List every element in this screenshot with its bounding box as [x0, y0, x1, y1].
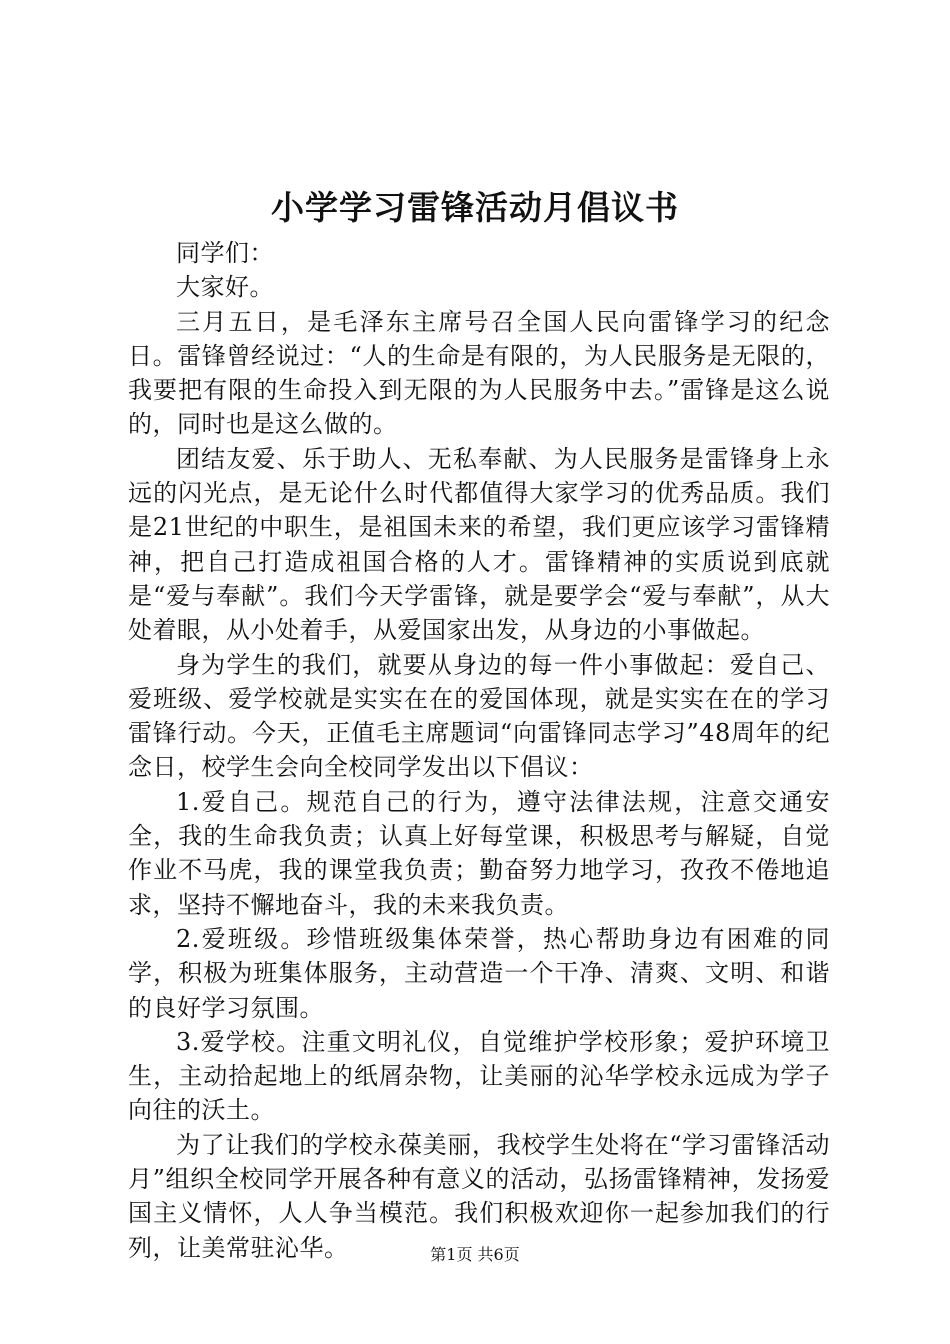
paragraph-proposal: 身为学生的我们，就要从身边的每一件小事做起：爱自己、爱班级、爱学校就是实实在在的爱国体现，就是实实在在的学习雷锋行动。今天，正值毛主席题词“向雷锋同志学习”48周年的纪念日，校学生会向全校同学发出以下倡议： [128, 650, 830, 782]
document-title: 小学学习雷锋活动月倡议书 [271, 188, 679, 227]
paragraph-spirit: 团结友爱、乐于助人、无私奉献、为人民服务是雷锋身上永远的闪光点，是无论什么时代都值得大家学习的优秀品质。我们是21世纪的中职生，是祖国未来的希望，我们更应该学习雷锋精神，把自己打造成祖国合格的人才。雷锋精神的实质说到底就是“爱与奉献”。我们今天学雷锋，就是要学会“爱与奉献”，从大处着眼，从小处着手，从爱国家出发，从身边的小事做起。 [128, 444, 830, 645]
salutation: 同学们： [176, 239, 274, 267]
paragraph-intro: 三月五日，是毛泽东主席号召全国人民向雷锋学习的纪念日。雷锋曾经说过：“人的生命是有限的，为人民服务是无限的，我要把有限的生命投入到无限的为人民服务中去。”雷锋是这么说的，同时也是这么做的。 [128, 307, 830, 439]
proposal-item-3: 3.爱学校。注重文明礼仪，自觉维护学校形象；爱护环境卫生，主动拾起地上的纸屑杂物，让美丽的沁华学校永远成为学子向往的沃土。 [128, 1027, 830, 1125]
document-body [128, 236, 830, 1265]
proposal-item-1: 1.爱自己。规范自己的行为，遵守法律法规，注意交通安全，我的生命我负责；认真上好每堂课，积极思考与解疑，自觉作业不马虎，我的课堂我负责；勤奋努力地学习，孜孜不倦地追求，坚持不懈地奋斗，我的未来我负责。 [128, 787, 830, 919]
page-footer: 第1页 共6页 [430, 1245, 520, 1264]
paragraph-closing: 为了让我们的学校永葆美丽，我校学生处将在“学习雷锋活动月”组织全校同学开展各种有意义的活动，弘扬雷锋精神，发扬爱国主义情怀，人人争当模范。我们积极欢迎你一起参加我们的行列，让美常驻沁华。 [128, 1130, 830, 1262]
proposal-item-2: 2.爱班级。珍惜班级集体荣誉，热心帮助身边有困难的同学，积极为班集体服务，主动营造一个干净、清爽、文明、和谐的良好学习氛围。 [128, 924, 830, 1022]
greeting: 大家好。 [176, 273, 274, 302]
